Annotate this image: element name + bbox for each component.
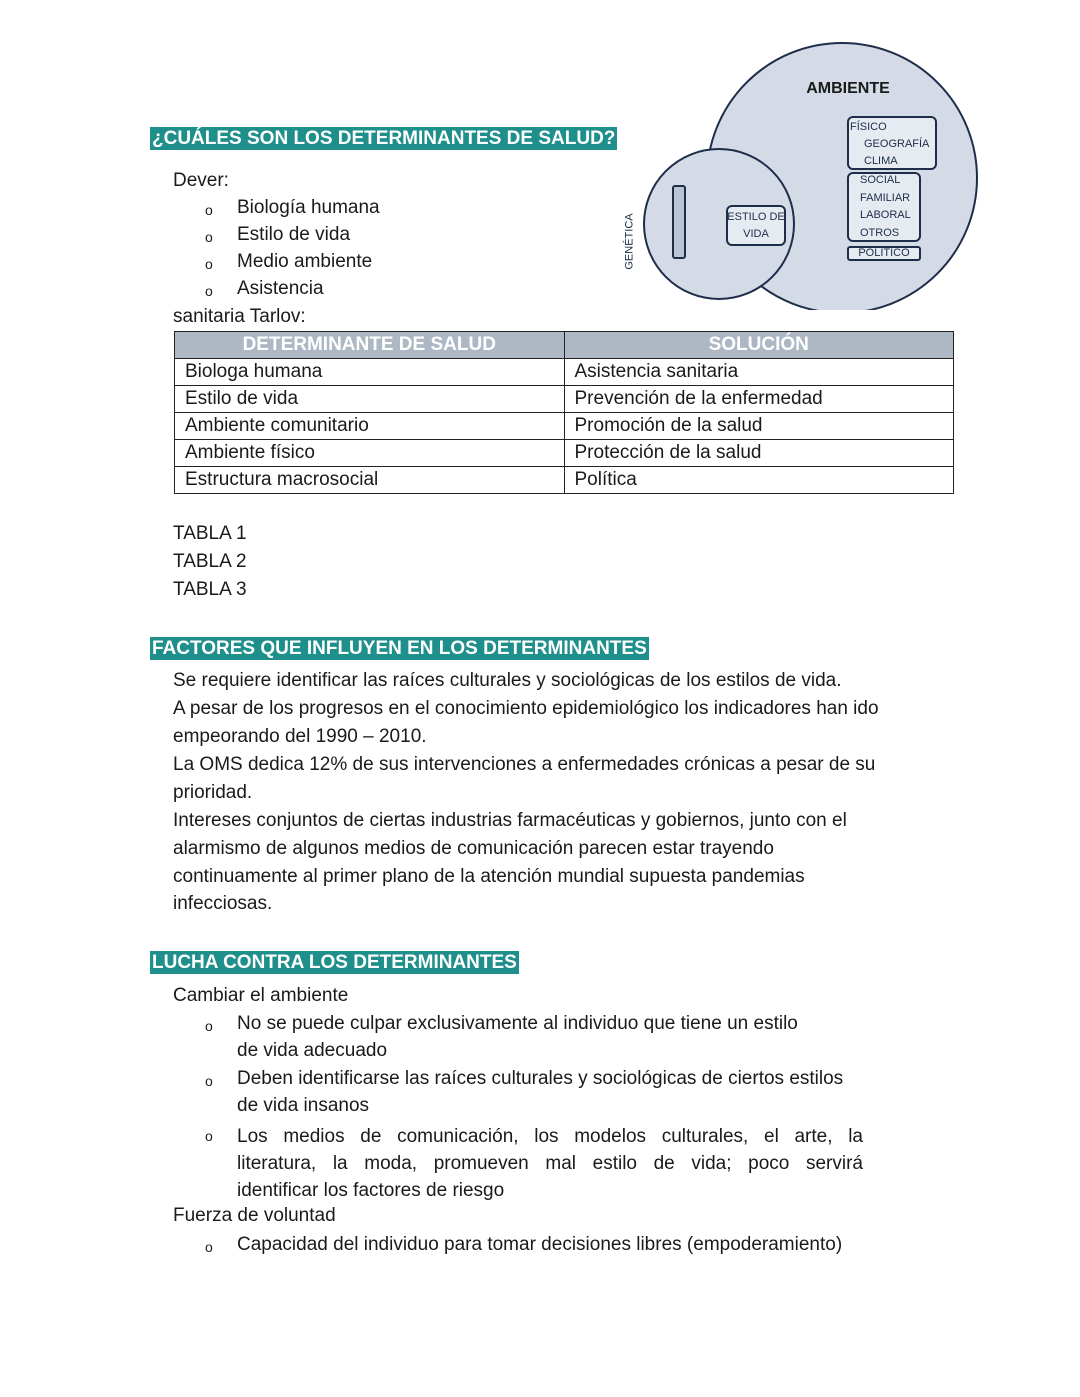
paragraph-line: empeorando del 1990 – 2010. [173,726,427,747]
bullet-marker: o [205,229,213,245]
tarlov-label: sanitaria Tarlov: [173,306,306,327]
fisico-label: FÍSICO [850,121,887,133]
list-item-line: de vida adecuado [237,1040,388,1061]
ambiente-title: AMBIENTE [806,80,890,97]
estilo-label-2: VIDA [743,228,769,240]
justified-line: literatura, la moda, promueven mal estilo de vida; poco servirá [237,1153,863,1174]
justified-line: Los medios de comunicación, los modelos culturales, el arte, la [237,1126,863,1147]
paragraph-line: alarmismo de algunos medios de comunicación parecen estar trayendo [173,838,774,859]
list-item: Estilo de vida [237,224,351,245]
table-header: SOLUCIÓN [564,332,954,359]
justified-line: identificar los factores de riesgo [237,1180,505,1201]
table-cell: Estilo de vida [175,386,565,413]
list-item-line: Deben identificarse las raíces culturales y sociológicas de ciertos estilos [237,1068,844,1089]
table-row [175,440,954,467]
subheading-cambiar-ambiente: Cambiar el ambiente [173,985,349,1006]
genetica-box [673,186,685,258]
bullet-marker: o [205,1018,213,1034]
paragraph-line: La OMS dedica 12% de sus intervenciones a enfermedades crónicas a pesar de su [173,754,876,775]
genetica-label: GENÉTICA [623,213,636,270]
section-heading-determinantes: ¿CUÁLES SON LOS DETERMINANTES DE SALUD? [152,128,616,149]
tabla-label: TABLA 1 [173,523,247,544]
bullet-marker: o [205,283,213,299]
otros-label: OTROS [860,227,900,239]
determinants-diagram [600,40,990,310]
determinants-table [174,331,954,494]
list-item: Asistencia [237,278,324,299]
list-item-line: No se puede culpar exclusivamente al individuo que tiene un estilo [237,1013,798,1034]
table-header-row [175,332,954,359]
bullet-marker: o [205,202,213,218]
table-cell: Biologa humana [175,359,565,386]
geografia-label: GEOGRAFÍA [864,138,930,150]
list-item-line: de vida insanos [237,1095,370,1116]
list-item-line: Capacidad del individuo para tomar decisiones libres (empoderamiento) [237,1234,843,1255]
table-row [175,413,954,440]
table-cell: Promoción de la salud [564,413,954,440]
dever-label: Dever: [173,170,229,191]
table-cell: Asistencia sanitaria [564,359,954,386]
paragraph-line: A pesar de los progresos en el conocimiento epidemiológico los indicadores han ido [173,698,879,719]
paragraph-line: infecciosas. [173,893,273,914]
table-cell: Protección de la salud [564,440,954,467]
table-cell: Ambiente físico [175,440,565,467]
clima-label: CLIMA [864,155,898,167]
table-row [175,467,954,494]
bullet-marker: o [205,1073,213,1089]
list-item-line [237,1123,863,1204]
bullet-marker: o [205,256,213,272]
social-label: SOCIAL [860,174,901,186]
subheading-fuerza-voluntad: Fuerza de voluntad [173,1205,336,1226]
table-header: DETERMINANTE DE SALUD [175,332,565,359]
diagram-shapes [600,40,990,310]
familiar-label: FAMILIAR [860,192,911,204]
bullet-marker: o [205,1128,213,1144]
list-item: Biología humana [237,197,380,218]
paragraph-line: Se requiere identificar las raíces culturales y sociológicas de los estilos de vida. [173,670,842,691]
tabla-label: TABLA 3 [173,579,247,600]
tabla-label: TABLA 2 [173,551,247,572]
politico-label: POLÍTICO [858,247,910,259]
table-row [175,386,954,413]
list-item: Medio ambiente [237,251,373,272]
section-heading-lucha: LUCHA CONTRA LOS DETERMINANTES [152,952,517,973]
paragraph-line: Intereses conjuntos de ciertas industrias farmacéuticas y gobiernos, junto con el [173,810,847,831]
estilo-label-1: ESTILO DE [727,211,785,223]
paragraph-line: continuamente al primer plano de la atención mundial supuesta pandemias [173,866,805,887]
section-heading-factores: FACTORES QUE INFLUYEN EN LOS DETERMINANTES [152,638,647,659]
paragraph-line: prioridad. [173,782,253,803]
table-cell: Ambiente comunitario [175,413,565,440]
laboral-label: LABORAL [860,209,911,221]
table-cell: Prevención de la enfermedad [564,386,954,413]
table-cell: Política [564,467,954,494]
bullet-marker: o [205,1239,213,1255]
table-cell: Estructura macrosocial [175,467,565,494]
table-row [175,359,954,386]
